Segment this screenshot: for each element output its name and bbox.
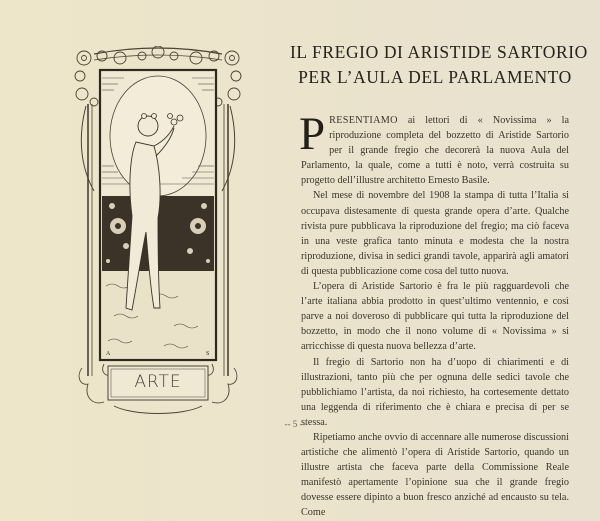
title-line-1: IL FREGIO DI ARISTIDE SARTORIO <box>290 42 588 62</box>
drop-cap: P <box>299 108 326 160</box>
article-body <box>299 108 569 521</box>
paragraph-1 <box>299 108 569 188</box>
article-title <box>290 40 588 90</box>
title-line-2: PER L’AULA DEL PARLAMENTO <box>298 67 572 87</box>
page-number: -- 5 -- <box>284 419 306 429</box>
paragraph-4: Il fregio di Sartorio non ha d’uopo di chiarimenti e di illustrazioni, tanto più che per ognuna delle sedici tavole che pubblichiamo l’artista, da noi richiesto, ha cortesemente dettato una leggenda di riferimento che è chiara e precisa di per se stessa. <box>301 356 569 428</box>
paragraph-5: Ripetiamo anche ovvio di accennare alle numerose discussioni artistiche che alimentò l’opera di Aristide Sartorio, quando un illustre artista che faceva parte della Commissione Reale manifestò apertamente l’opinione sua che il grande fregio dovesse essere dipinto a buon fresco anziché ad encausto su tela. Come <box>301 431 569 519</box>
arte-illustration-graphic <box>74 46 242 421</box>
paragraph-3: L’opera di Aristide Sartorio è fra le più ragguardevoli che l’arte italiana abbia prodotto in quest’ultimo ventennio, e così parve a noi doveroso di pubblicare qui tutta la riproduzione del bozzetto, in modo che il nono volume di « Novissima » si arricchisse di questa nuova bellezza d’arte. <box>301 281 569 353</box>
monogram-right: S <box>206 351 210 357</box>
paragraph-2: Nel mese di novembre del 1908 la stampa di tutta l’Italia si occupava distesamente di questa grande opera d’arte. Qualche rivista pure pubblicava la riproduzione del fregio; ma ciò faceva in una veste grafica tanto minuta e modesta che la nostra riproduzione, divisa in sedici grandi tavole, apparirà agli amatori di questa pubblicazione come cosa del tutto nuova. <box>301 190 569 277</box>
paragraph-1-text: ai lettori di « Novissima » la riproduzione completa del bozzetto di Aristide Sartorio per il grande fregio che decorerà la nuova Aula del Parlamento, la quale, come a tutti è noto, verrà costruita su progetto dell’illustre architetto Ernesto Basile. <box>301 115 569 187</box>
art-nouveau-illustration <box>74 46 242 421</box>
illustration-caption: ARTE <box>134 372 182 392</box>
first-word-smallcaps: RESENTIAMO <box>329 115 398 126</box>
monogram-left: A <box>106 351 111 357</box>
